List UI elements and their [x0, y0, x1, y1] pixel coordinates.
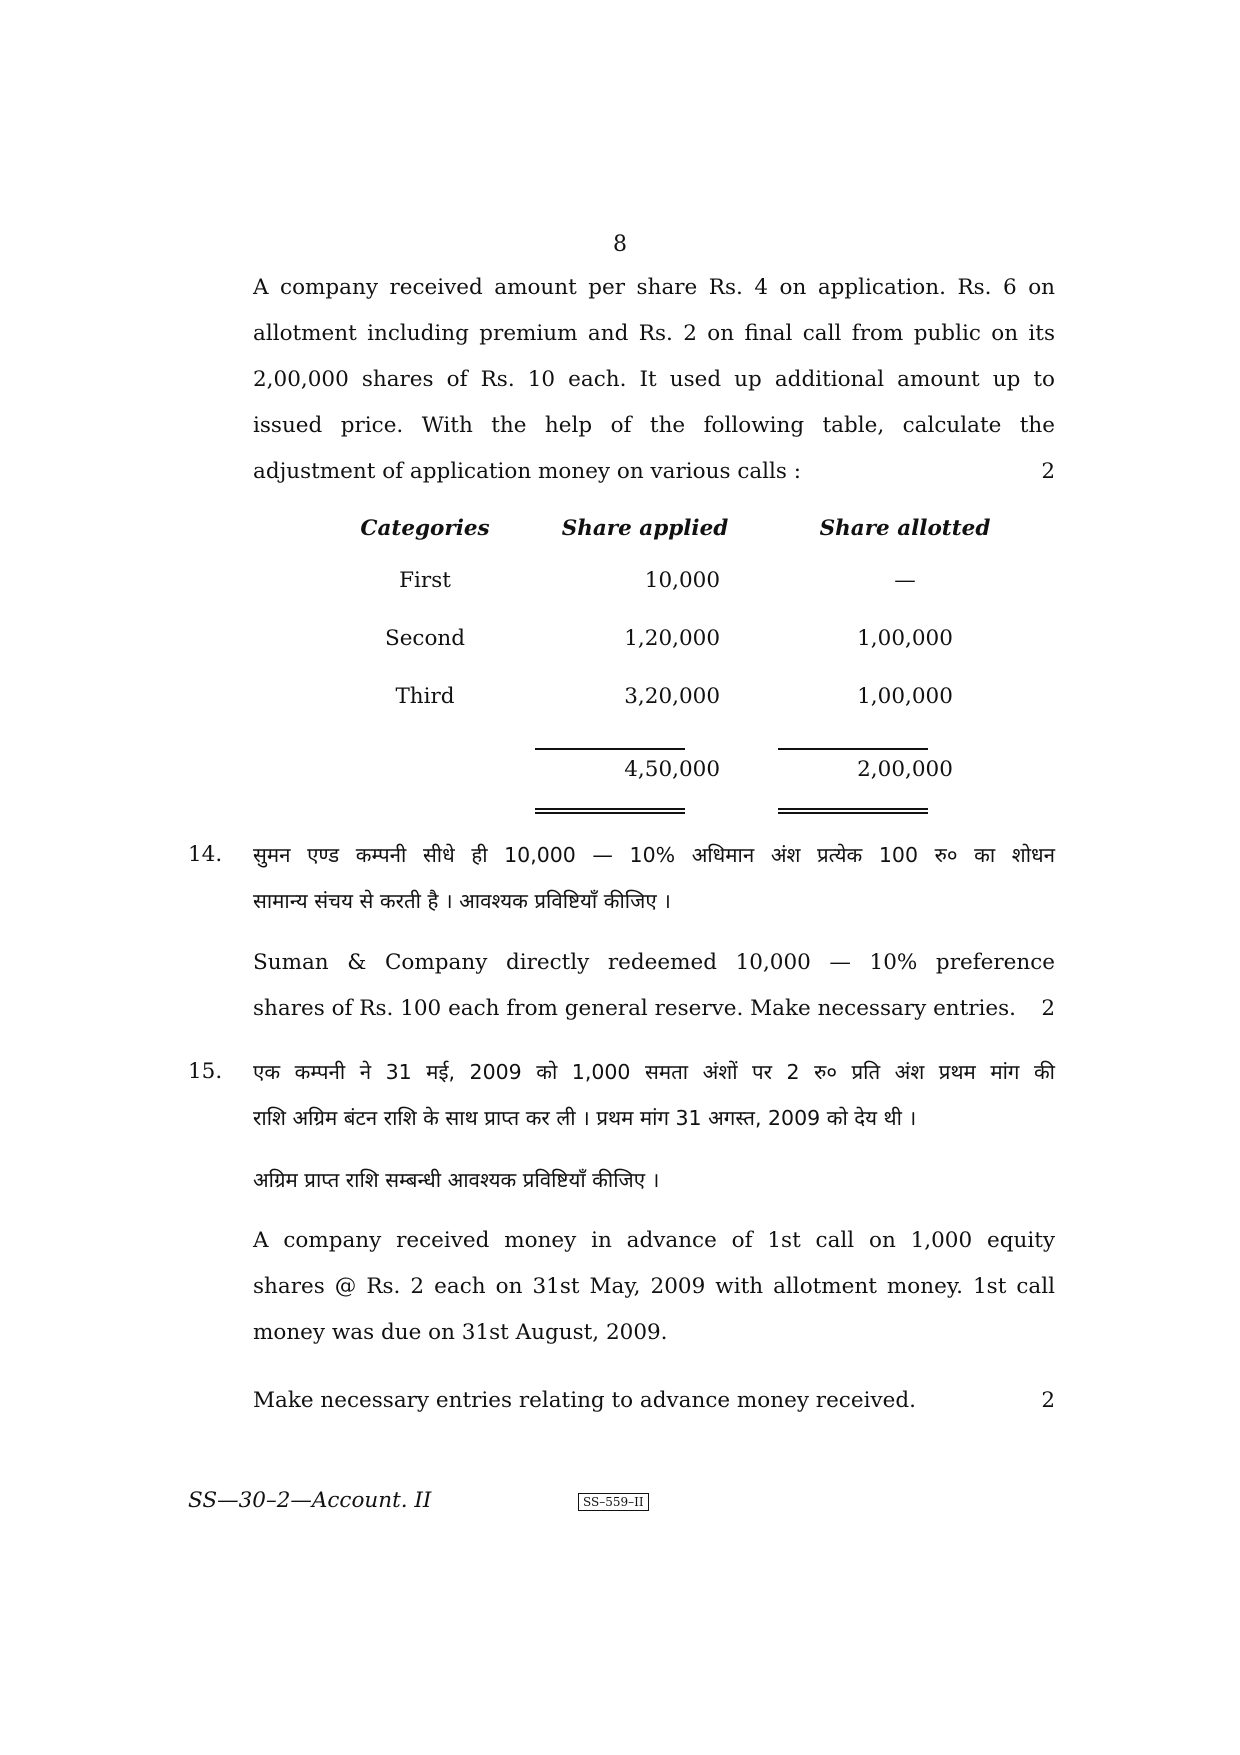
table-total-allotted: 2,00,000 — [857, 756, 953, 782]
q14-english-line: Suman & Company directly redeemed 10,000 — 10% preference — [253, 950, 1055, 975]
table-header-categories: Categories — [360, 515, 490, 541]
q15-marks: 2 — [1041, 1388, 1055, 1413]
q15-english — [253, 1218, 1055, 1356]
total-double-rule — [778, 808, 928, 814]
table-cell: Third — [395, 683, 455, 709]
q15-hindi — [253, 1049, 1055, 1141]
footer-series-box: SS–559–II — [578, 1493, 649, 1511]
q13-line: A company received amount per share Rs. 4 on application. Rs. 6 on — [253, 275, 1055, 300]
q15-hindi-line: राशि अग्रिम बंटन राशि के साथ प्राप्त कर ली । प्रथम मांग 31 अगस्त, 2009 को देय थी । — [253, 1106, 917, 1130]
table-row — [330, 667, 1040, 725]
q15-english-line: money was due on 31st August, 2009. — [253, 1320, 668, 1345]
q14-hindi-line: सामान्य संचय से करती है । आवश्यक प्रविष्टियाँ कीजिए । — [253, 889, 671, 913]
footer-paper-code: SS—30–2—Account. II — [188, 1488, 432, 1513]
q13-line: 2,00,000 shares of Rs. 10 each. It used up additional amount up to — [253, 367, 1055, 392]
table-cell: 10,000 — [644, 567, 720, 593]
table-cell: First — [399, 567, 451, 593]
share-allotment-table — [330, 505, 1040, 813]
table-cell: 1,00,000 — [857, 683, 953, 709]
table-cell: — — [894, 567, 916, 593]
q13-last-line: adjustment of application money on various calls : — [253, 459, 802, 484]
table-total-row — [330, 725, 1040, 813]
page-number: 8 — [613, 232, 627, 257]
table-row — [330, 609, 1040, 667]
q13-text — [253, 265, 1055, 495]
table-cell: Second — [384, 625, 466, 651]
table-cell: 3,20,000 — [624, 683, 720, 709]
total-double-rule — [535, 808, 685, 814]
table-cell: 1,00,000 — [857, 625, 953, 651]
q15-instruction-row — [253, 1378, 1055, 1424]
table-header-share-allotted: Share allotted — [819, 515, 991, 541]
q13-line: issued price. With the help of the following table, calculate the — [253, 413, 1055, 438]
q15-number: 15. — [188, 1059, 223, 1084]
q13-line: allotment including premium and Rs. 2 on final call from public on its — [253, 321, 1055, 346]
subtotal-rule — [778, 748, 928, 750]
q15-english-line: shares @ Rs. 2 each on 31st May, 2009 with allotment money. 1st call — [253, 1274, 1055, 1299]
q15-hindi-instruction: अग्रिम प्राप्त राशि सम्बन्धी आवश्यक प्रविष्टियाँ कीजिए । — [253, 1168, 660, 1192]
table-cell — [330, 725, 520, 813]
q15-instruction: Make necessary entries relating to advance money received. — [253, 1388, 916, 1413]
q14-english — [253, 940, 1055, 1032]
q15-english-line: A company received money in advance of 1st call on 1,000 equity — [253, 1228, 1055, 1253]
subtotal-rule — [535, 748, 685, 750]
q14-marks: 2 — [1041, 996, 1055, 1021]
q13-marks: 2 — [1041, 459, 1055, 484]
q14-hindi-line: सुमन एण्ड कम्पनी सीधे ही 10,000 — 10% अधिमान अंश प्रत्येक 100 रु० का शोधन — [253, 843, 1055, 867]
table-row — [330, 551, 1040, 609]
table-total-applied: 4,50,000 — [624, 756, 720, 782]
q15-hindi-line: एक कम्पनी ने 31 मई, 2009 को 1,000 समता अंशों पर 2 रु० प्रति अंश प्रथम मांग की — [253, 1060, 1055, 1084]
table-cell: 1,20,000 — [624, 625, 720, 651]
q14-number: 14. — [188, 842, 223, 867]
q14-english-line: shares of Rs. 100 each from general reserve. Make necessary entries. — [253, 996, 1017, 1021]
q14-hindi — [253, 832, 1055, 924]
table-header-share-applied: Share applied — [561, 515, 729, 541]
